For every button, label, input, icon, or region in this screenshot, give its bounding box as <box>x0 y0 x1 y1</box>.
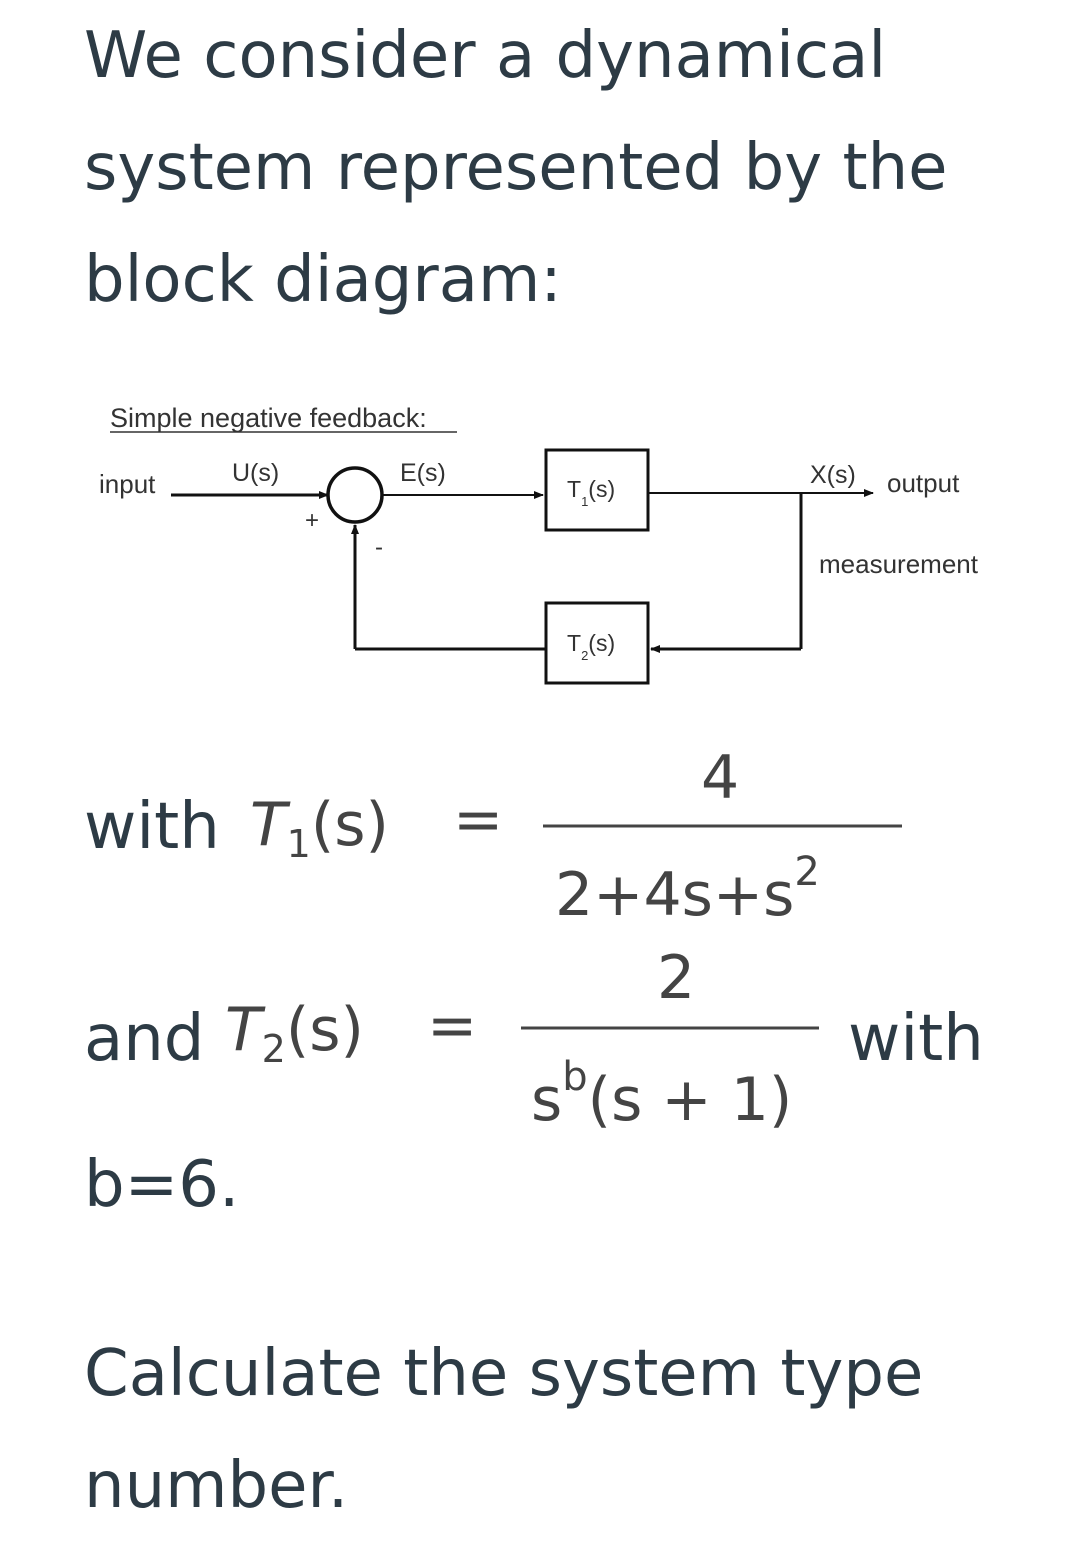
eq1-lhs: $T_1(s)$ <box>250 790 389 866</box>
input-label: input <box>99 469 156 499</box>
eq1-equals: = <box>453 785 504 855</box>
intro-line-3: block diagram: <box>84 243 562 317</box>
e-signal-label: E(s) <box>400 459 446 487</box>
b-value-text: b=6. <box>84 1148 240 1222</box>
u-signal-label: U(s) <box>232 459 280 487</box>
output-label: output <box>887 468 960 498</box>
plus-sign: + <box>305 507 320 534</box>
eq2-numerator: 2 <box>657 943 696 1013</box>
equation-2-prefix: and <box>84 1002 205 1076</box>
intro-line-2: system represented by the <box>84 131 948 205</box>
block-diagram <box>95 395 1010 695</box>
eq1-numerator: 4 <box>701 743 740 813</box>
question-line-1: Calculate the system type <box>84 1337 924 1411</box>
equation-1 <box>240 740 920 940</box>
question-paragraph <box>84 1318 923 1542</box>
minus-sign: - <box>375 534 383 561</box>
summing-junction <box>328 468 382 522</box>
intro-paragraph <box>84 0 948 336</box>
eq2-denominator: $s^b(s + 1)$ <box>531 1054 793 1135</box>
equation-2-suffix: with <box>848 1002 984 1076</box>
x-signal-label: X(s) <box>810 461 856 489</box>
block-t2-label: $T_2(s)$ <box>567 630 616 663</box>
intro-line-1: We consider a dynamical <box>84 19 887 93</box>
measurement-label: measurement <box>819 549 978 579</box>
eq1-denominator: $2+4s+s^2$ <box>555 849 820 930</box>
equation-1-prefix: with <box>84 790 220 864</box>
diagram-title: Simple negative feedback: <box>110 403 427 433</box>
eq2-equals: = <box>427 991 478 1061</box>
equation-2 <box>215 940 825 1150</box>
block-t1-label: $T_1(s)$ <box>567 476 616 509</box>
question-line-2: number. <box>84 1449 349 1523</box>
eq2-lhs: $T_2(s)$ <box>225 995 364 1071</box>
